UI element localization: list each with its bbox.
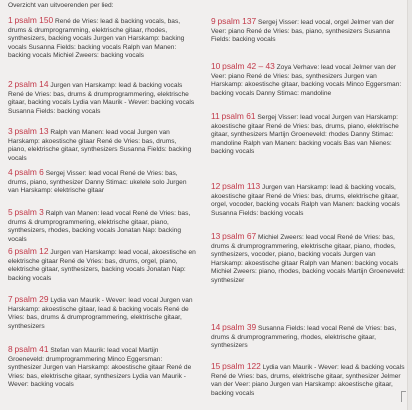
credits-text: Susanna Fields: lead vocal René de Vries: bas, drums & drumprogrammering, rhodes, elektrische gitaar, synthesizers [211,325,397,350]
track-number: 4 [8,167,13,177]
track-number: 15 [211,361,221,371]
song-title: psalm 113 [222,181,261,191]
song-title: psalm 39 [222,322,257,332]
song-entry [211,362,407,398]
song-entry [8,208,196,244]
track-number: 11 [211,111,220,121]
song-entry [8,127,196,163]
song-entry [211,323,407,351]
credits-text: Michiel Zweers: lead vocal René de Vries: bas, drums & drumprogrammering, elektrische gitaar, piano, rhodes, synthesizers, vocoder, piano, backing vocals Jurgen van Harskamp: akoestische gitaar Ralph van Manen: backing vocals Michiel Zweers: piano, rhodes, backing vocals Martijn Groeneveld: synthesizer [211,234,405,284]
track-number: 8 [8,344,13,354]
song-entry [211,62,407,98]
song-entry [211,112,407,157]
overview-title: Overzicht van uitvoerenden per lied: [8,2,114,9]
song-title: psalm 137 [217,16,257,26]
song-title: psalm 13 [14,126,49,136]
song-entry [8,16,196,61]
song-title: psalm 29 [14,294,49,304]
credits-text: René de Vries: lead & backing vocals, bas, drums & drumprogramming, elektrische gitaar, rhodes, synthesizers, backing vocals Jurgen van Harskamp: backing vocals Susanna Fields: backing vocals Ralph van Manen: backing vocals Michiel Zweers: backing vocals [8,18,185,60]
track-number: 7 [8,294,13,304]
track-number: 12 [211,181,221,191]
credits-text: Zoya Verhave: lead vocal Jelmer van der Veer: piano René de Vries: bas, synthesizers Jurgen van Harskamp: akoestische gitaar, backing vocals Minco Eggersman: backing vocals Danny Stimac: mandoline [211,64,402,97]
track-number: 13 [211,231,221,241]
credits-text: Stefan van Maurik: lead vocal Martijn Groeneveld: drumprogrammering Minco Eggersman: synthesizer Jurgen van Harskamp: akoestische gitaar René de Vries: bas, elektrische gitaar, synthesizers Lydia van Maurik - Wever: backing vocals [8,347,192,389]
track-number: 14 [211,322,221,332]
track-number: 1 [8,15,13,25]
song-title: psalm 61 [221,111,256,121]
song-title: psalm 12 [14,246,49,256]
corner-mark [401,391,406,402]
track-number: 2 [8,79,13,89]
song-title: psalm 42 – 43 [222,61,275,71]
song-entry [8,168,196,196]
booklet-spine [407,0,412,410]
credits-text: Ralph van Manen: lead vocal Jurgen van Harskamp: akoestische gitaar René de Vries: bas, drums, piano, elektrische gitaar, synthesizers Susanna Fields: backing vocals [8,129,192,162]
song-title: psalm 6 [14,167,44,177]
track-number: 9 [211,16,216,26]
credits-text: Sergej Visser: lead vocal Jurgen van Harskamp: akoestische gitaar René de Vries: bas, drums, piano, elektrische gitaar, synthesizers Martijn Groeneveld: rhodes Danny Stimac: mandoline Ralph van Manen: backing vocals Bas van Nienes: backing vocals [211,114,399,156]
song-entry [8,247,196,283]
song-entry [211,182,407,218]
song-entry [8,345,196,390]
credits-text: Sergej Visser: lead vocal, orgel Jelmer van der Veer: piano René de Vries: bas, piano, synthesizers Susanna Fields: backing vocals [211,19,395,44]
credits-text: Jurgen van Harskamp: lead & backing vocals René de Vries: bas, drums & drumprogrammering, elektrische gitaar, backing vocals Lydia van Maurik - Wever: backing vocals Susanna Fields: backing vocals [8,82,195,115]
song-entry [8,295,196,331]
song-title: psalm 41 [14,344,49,354]
song-title: psalm 67 [222,231,257,241]
song-title: psalm 14 [14,79,49,89]
credits-text: Sergej Visser: lead vocal René de Vries: bas, drums, piano, synthesizer Danny Stimac: ukelele solo Jurgen van Harskamp: elektrische gitaar [8,170,187,195]
credits-text: Jurgen van Harskamp: lead & backing vocals, akoestische gitaar René de Vries: bas, drums, elektrische gitaar, orgel, vocoder, backing vocals Ralph van Manen: backing vocals Susanna Fields: backing vocals [211,184,400,217]
song-entry [8,80,196,116]
song-entry [211,17,407,45]
track-number: 5 [8,207,13,217]
track-number: 10 [211,61,221,71]
credits-text: Lydia van Maurik - Wever: lead & backing vocals René de Vries: bas, drums, elektrische gitaar, synthesizer Jelmer van der Veer: piano Jurgen van Harskamp: akoestische gitaar, backing vocals [211,364,405,397]
credits-text: Lydia van Maurik - Wever: lead vocal Jurgen van Harskamp: akoestische gitaar, lead & backing vocals René de Vries: bas, drums & drumprogrammering, elektrische gitaar, synthesizers [8,297,193,330]
song-title: psalm 3 [14,207,44,217]
song-entry [211,232,407,286]
credits-text: Ralph van Manen: lead vocal René de Vries: bas, drums & drumprogrammering, elektrische gitaar, piano, synthesizers, rhodes, backing vocals Jonatan Nap: backing vocals [8,210,191,243]
track-number: 6 [8,246,13,256]
song-title: psalm 150 [14,15,54,25]
credits-text: Jurgen van Harskamp: lead vocal, akoestische en elektrische gitaar René de Vries: bas, drums, orgel, piano, elektrische gitaar, synthesizers, backing vocals Jonatan Nap: backing vocals [8,249,196,282]
track-number: 3 [8,126,13,136]
song-title: psalm 122 [222,361,261,371]
